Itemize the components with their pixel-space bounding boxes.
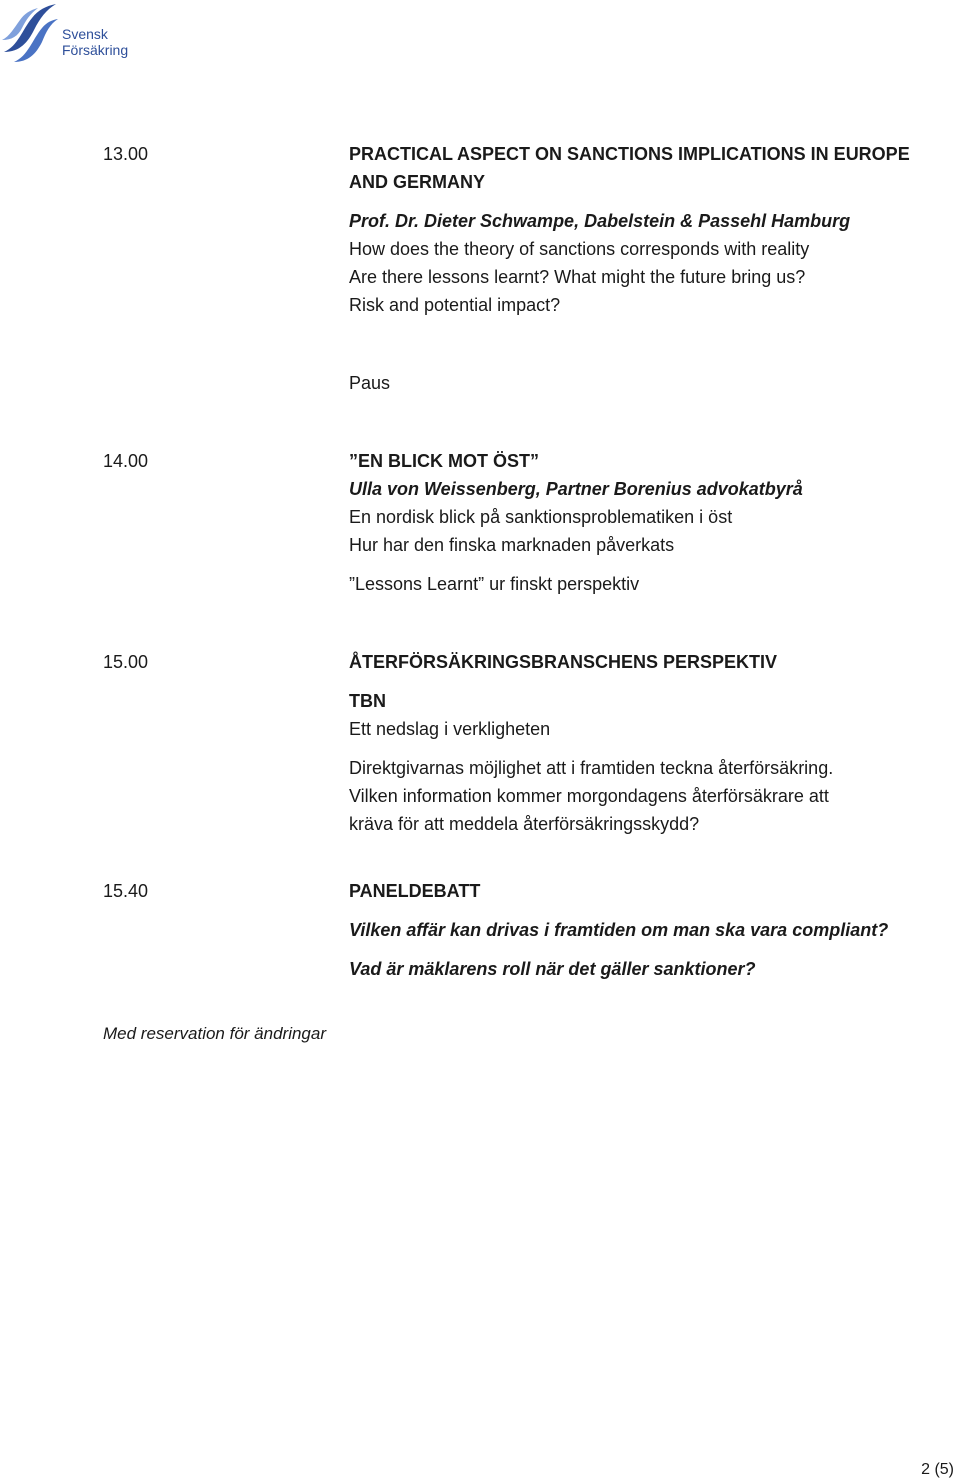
session-title: ÅTERFÖRSÄKRINGSBRANSCHENS PERSPEKTIV bbox=[349, 652, 778, 672]
session-speaker: TBN bbox=[349, 691, 386, 711]
session-speaker: Prof. Dr. Dieter Schwampe, Dabelstein & Passehl Hamburg bbox=[349, 211, 851, 231]
session-line: Direktgivarnas möjlighet att i framtiden teckna återförsäkring. bbox=[349, 758, 834, 778]
session-title: PRACTICAL ASPECT ON SANCTIONS IMPLICATIONS IN EUROPE bbox=[349, 144, 910, 164]
session-line: Ett nedslag i verkligheten bbox=[349, 719, 551, 739]
session-line: kräva för att meddela återförsäkringsskydd? bbox=[349, 814, 700, 834]
session-line: En nordisk blick på sanktionsproblematiken i öst bbox=[349, 507, 733, 527]
reservation-note: Med reservation för ändringar bbox=[103, 1024, 327, 1043]
session-line: Vilken information kommer morgondagens återförsäkrare att bbox=[349, 786, 829, 806]
session-title: AND GERMANY bbox=[349, 172, 486, 192]
logo-mark-icon bbox=[0, 0, 60, 66]
logo-text: Svensk Försäkring bbox=[62, 26, 129, 58]
session-line: How does the theory of sanctions corresponds with reality bbox=[349, 239, 810, 259]
session-time: 15.00 bbox=[103, 652, 149, 672]
session-time: 13.00 bbox=[103, 144, 149, 164]
session-line: Risk and potential impact? bbox=[349, 295, 561, 315]
page-number: 2 (5) bbox=[921, 1461, 954, 1478]
session-time: 14.00 bbox=[103, 451, 149, 471]
svensk-forsakring-logo bbox=[0, 0, 170, 66]
session-line: Are there lessons learnt? What might the future bring us? bbox=[349, 267, 806, 287]
session-title: PANELDEBATT bbox=[349, 881, 481, 901]
session-title: ”EN BLICK MOT ÖST” bbox=[349, 451, 539, 471]
session-line: ”Lessons Learnt” ur finskt perspektiv bbox=[349, 574, 640, 594]
session-line: Hur har den finska marknaden påverkats bbox=[349, 535, 675, 555]
panel-question: Vad är mäklarens roll när det gäller sanktioner? bbox=[349, 959, 756, 979]
panel-question: Vilken affär kan drivas i framtiden om man ska vara compliant? bbox=[349, 920, 889, 940]
session-speaker: Ulla von Weissenberg, Partner Borenius advokatbyrå bbox=[349, 479, 803, 499]
session-time: 15.40 bbox=[103, 881, 149, 901]
pause-label: Paus bbox=[349, 373, 391, 393]
